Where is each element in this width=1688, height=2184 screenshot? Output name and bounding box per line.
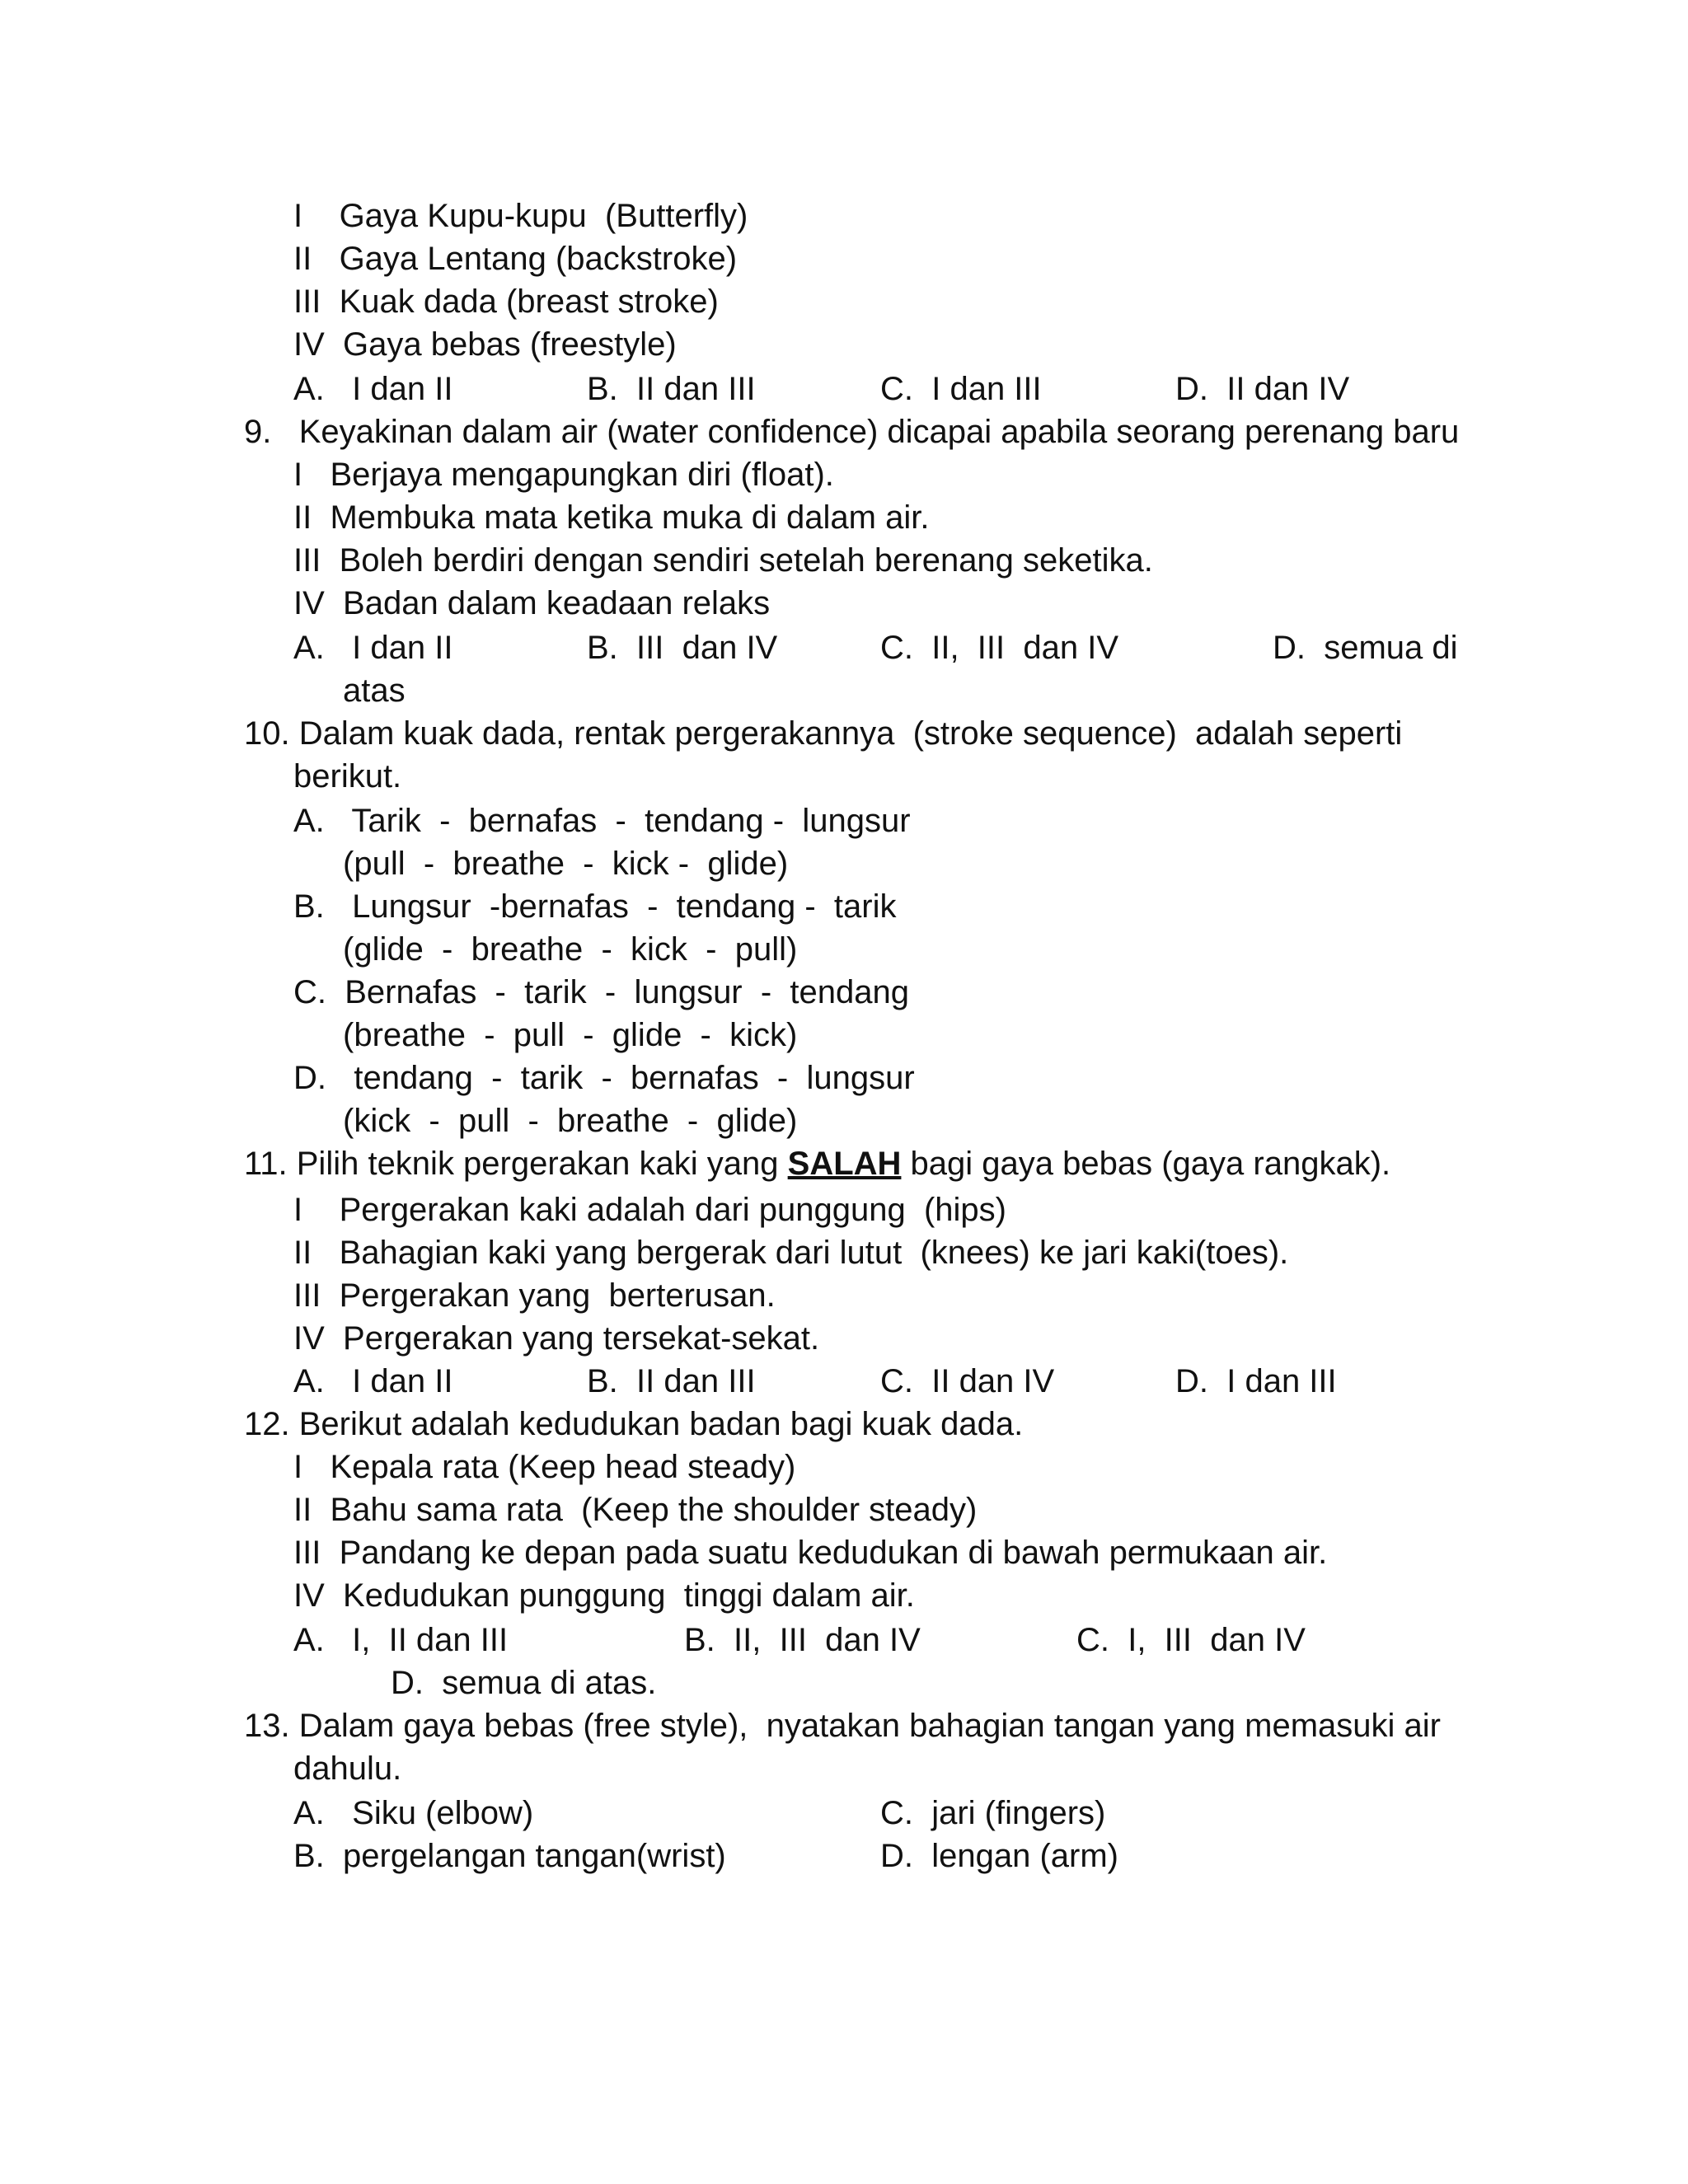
q13-option-d: D. lengan (arm) <box>880 1838 1118 1874</box>
q9-item-3: III Boleh berdiri dengan sendiri setelah berenang seketika. <box>293 542 1153 579</box>
q11-item-1: I Pergerakan kaki adalah dari punggung (hips) <box>293 1192 1006 1228</box>
q10-option-c: C. Bernafas - tarik - lungsur - tendang <box>293 974 909 1010</box>
q12-option-a: A. I, II dan III <box>293 1622 509 1658</box>
q13-question: 13. Dalam gaya bebas (free style), nyatakan bahagian tangan yang memasuki air <box>244 1708 1441 1744</box>
q13-option-a: A. Siku (elbow) <box>293 1795 534 1831</box>
q13-option-b: B. pergelangan tangan(wrist) <box>293 1838 726 1874</box>
q12-option-b: B. II, III dan IV <box>684 1622 921 1658</box>
q12-item-4: IV Kedudukan punggung tinggi dalam air. <box>293 1577 915 1614</box>
q11-option-a: A. I dan II <box>293 1363 453 1399</box>
q9-option-a: A. I dan II <box>293 630 453 666</box>
q10-option-b-translation: (glide - breathe - kick - pull) <box>343 931 798 968</box>
q12-item-3: III Pandang ke depan pada suatu kedudukan di bawah permukaan air. <box>293 1535 1328 1571</box>
q12-item-1: I Kepala rata (Keep head steady) <box>293 1449 796 1485</box>
q9-item-2: II Membuka mata ketika muka di dalam air. <box>293 499 930 536</box>
q13-option-c: C. jari (fingers) <box>880 1795 1106 1831</box>
q9-option-c: C. II, III dan IV <box>880 630 1119 666</box>
q12-option-d: D. semua di atas. <box>391 1665 657 1701</box>
q8-option-b: B. II dan III <box>587 371 756 407</box>
q10-option-b: B. Lungsur -bernafas - tendang - tarik <box>293 888 897 925</box>
q12-item-2: II Bahu sama rata (Keep the shoulder steady) <box>293 1492 978 1528</box>
q8-option-d: D. II dan IV <box>1175 371 1350 407</box>
q11-item-3: III Pergerakan yang berterusan. <box>293 1277 776 1314</box>
q11-item-2: II Bahagian kaki yang bergerak dari lutut (knees) ke jari kaki(toes). <box>293 1235 1289 1271</box>
q9-option-d: D. semua di <box>1273 630 1458 666</box>
q13-question-continued: dahulu. <box>293 1750 402 1787</box>
q11-question-end: bagi gaya bebas (gaya rangkak). <box>901 1146 1391 1182</box>
q12-option-c: C. I, III dan IV <box>1076 1622 1306 1658</box>
q10-option-c-translation: (breathe - pull - glide - kick) <box>343 1017 798 1053</box>
q10-option-d-translation: (kick - pull - breathe - glide) <box>343 1103 798 1139</box>
q10-option-d: D. tendang - tarik - bernafas - lungsur <box>293 1060 915 1096</box>
q9-item-1: I Berjaya mengapungkan diri (float). <box>293 457 834 493</box>
q9-option-b: B. III dan IV <box>587 630 778 666</box>
q9-option-d-continued: atas <box>343 673 406 709</box>
q8-item-2: II Gaya Lentang (backstroke) <box>293 241 738 277</box>
q10-question-continued: berikut. <box>293 758 402 794</box>
q8-item-4: IV Gaya bebas (freestyle) <box>293 326 677 363</box>
q10-option-a: A. Tarik - bernafas - tendang - lungsur <box>293 803 911 839</box>
q8-item-3: III Kuak dada (breast stroke) <box>293 284 719 320</box>
q9-question: 9. Keyakinan dalam air (water confidence) dicapai apabila seorang perenang baru <box>244 414 1460 450</box>
q11-option-d: D. I dan III <box>1175 1363 1337 1399</box>
q11-option-b: B. II dan III <box>587 1363 756 1399</box>
q9-item-4: IV Badan dalam keadaan relaks <box>293 585 771 621</box>
q12-question: 12. Berikut adalah kedudukan badan bagi kuak dada. <box>244 1406 1024 1442</box>
q11-question <box>244 1144 1390 1183</box>
q8-item-1: I Gaya Kupu-kupu (Butterfly) <box>293 198 748 234</box>
q8-option-c: C. I dan III <box>880 371 1042 407</box>
q11-option-c: C. II dan IV <box>880 1363 1055 1399</box>
q10-question: 10. Dalam kuak dada, rentak pergerakannya (stroke sequence) adalah seperti <box>244 715 1403 752</box>
q8-option-a: A. I dan II <box>293 371 453 407</box>
q10-option-a-translation: (pull - breathe - kick - glide) <box>343 846 789 882</box>
q11-item-4: IV Pergerakan yang tersekat-sekat. <box>293 1320 820 1357</box>
q11-question-start: 11. Pilih teknik pergerakan kaki yang <box>244 1146 788 1182</box>
q11-emphasis-salah: SALAH <box>787 1146 902 1182</box>
